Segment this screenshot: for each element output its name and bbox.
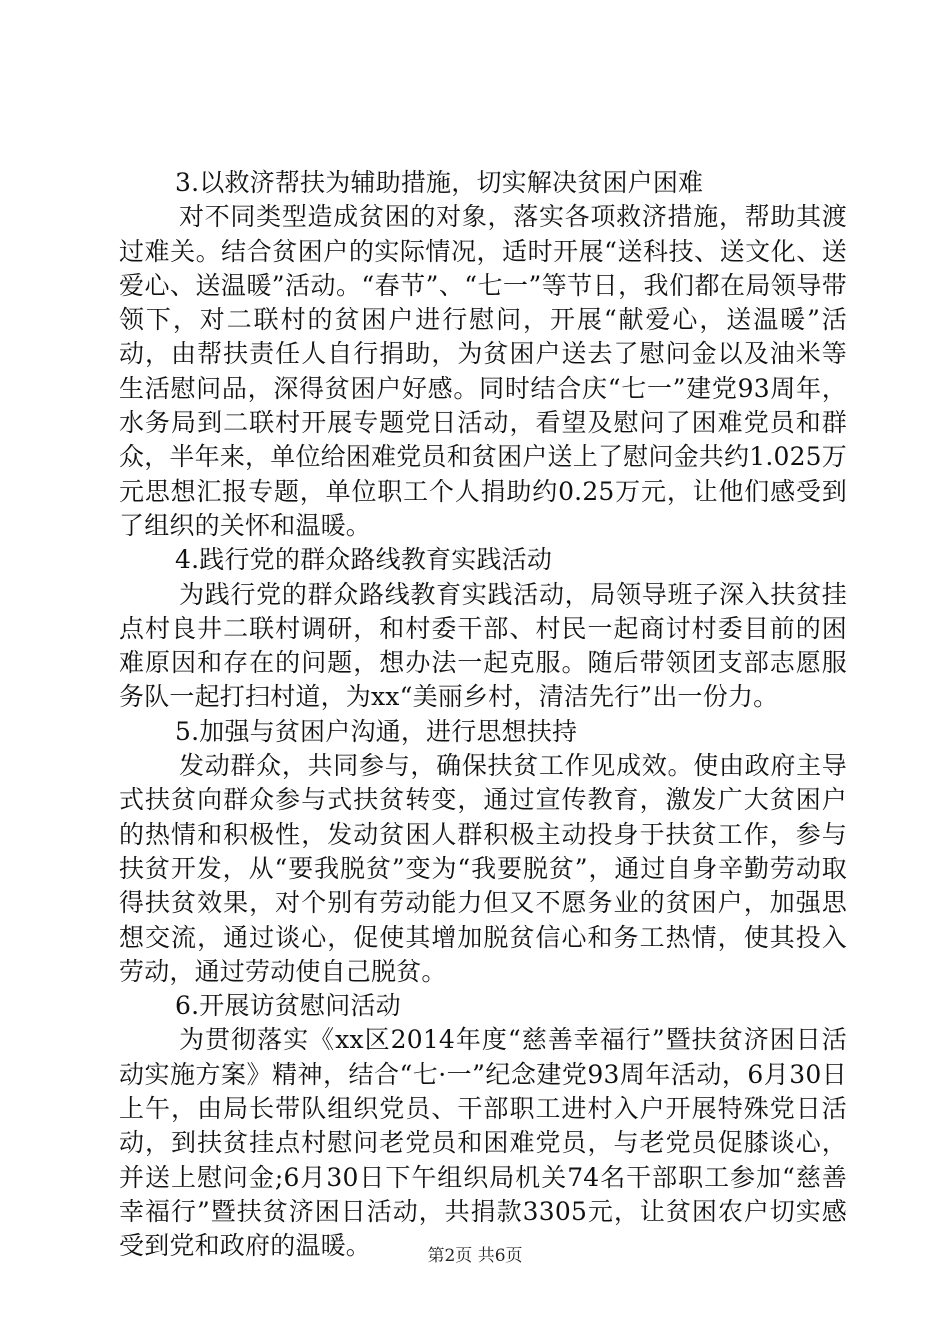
paragraph-visits: 为贯彻落实《xx区2014年度“慈善幸福行”暨扶贫济困日活动实施方案》精神，结合“七·一”纪念建党93周年活动，6月30日上午，由局长带队组织党员、干部职工进村入户开展特殊党日活动，到扶贫挂点村慰问老党员和困难党员，与老党员促膝谈心，并送上慰问金;6月30日下午组织局机关74名干部职工参加“慈善幸福行”暨扶贫济困日活动，共捐款3305元，让贫困农户切实感受到党和政府的温暖。 — [119, 1025, 847, 1261]
page-number-label: 第2页 共6页 — [427, 1246, 523, 1266]
section-heading-3: 3.以救济帮扶为辅助措施，切实解决贫困户困难 — [175, 168, 704, 197]
section-heading-5: 5.加强与贫困户沟通，进行思想扶持 — [175, 716, 578, 746]
paragraph-relief-measures: 对不同类型造成贫困的对象，落实各项救济措施，帮助其渡过难关。结合贫困户的实际情况，适时开展“送科技、送文化、送爱心、送温暖”活动。“春节”、“七一”等节日，我们都在局领导带领下，对二联村的贫困户进行慰问，开展“献爱心，送温暖”活动，由帮扶责任人自行捐助，为贫困户送去了慰问金以及油米等生活慰问品，深得贫困户好感。同时结合庆“七一”建党93周年，水务局到二联村开展专题党日活动，看望及慰问了困难党员和群众，半年来，单位给困难党员和贫困户送上了慰问金共约1.025万元思想汇报专题，单位职工个人捐助约0.25万元，让他们感受到了组织的关怀和温暖。 — [119, 202, 847, 540]
section-heading-6: 6.开展访贫慰问活动 — [175, 991, 401, 1021]
section-heading-4: 4.践行党的群众路线教育实践活动 — [175, 545, 553, 575]
paragraph-mass-line: 为践行党的群众路线教育实践活动，局领导班子深入扶贫挂点村良井二联村调研，和村委干部、村民一起商讨村委目前的困难原因和存在的问题，想办法一起克服。随后带领团支部志愿服务队一起打扫村道，为xx“美丽乡村，清洁先行”出一份力。 — [119, 579, 847, 712]
page-footer — [0, 1245, 950, 1267]
document-body — [119, 166, 847, 1264]
paragraph-communication: 发动群众，共同参与，确保扶贫工作见成效。使由政府主导式扶贫向群众参与式扶贫转变，通过宣传教育，激发广大贫困户的热情和积极性，发动贫困人群积极主动投身于扶贫工作，参与扶贫开发，从“要我脱贫”变为“我要脱贫”，通过自身辛勤劳动取得扶贫效果，对个别有劳动能力但又不愿务业的贫困户，加强思想交流，通过谈心，促使其增加脱贫信心和务工热情，使其投入劳动，通过劳动使自己脱贫。 — [119, 751, 847, 986]
